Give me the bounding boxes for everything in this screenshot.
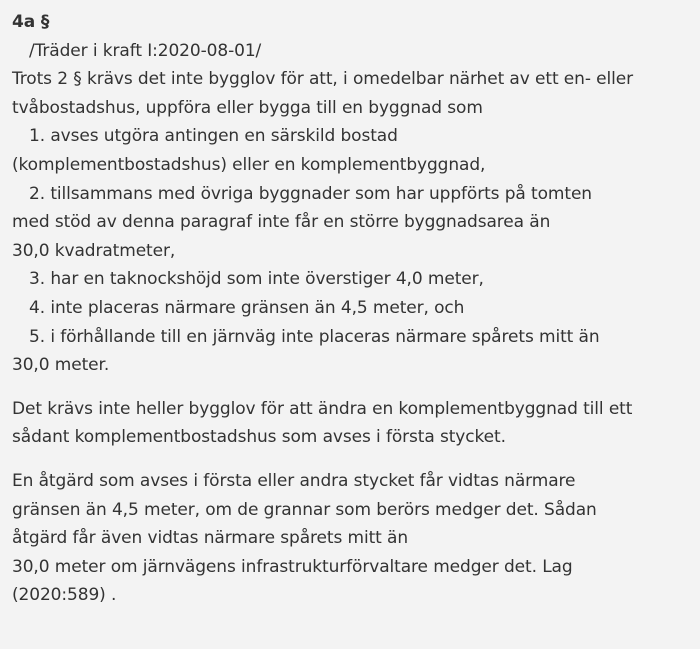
paragraph-1 bbox=[12, 65, 688, 122]
list-item-text: 30,0 kvadratmeter, bbox=[12, 240, 176, 261]
list-item-text: (komplementbostadshus) eller en komplementbyggnad, bbox=[12, 154, 486, 175]
paragraph-line: sådant komplementbostadshus som avses i första stycket. bbox=[12, 427, 506, 448]
paragraph-line: Det krävs inte heller bygglov för att ändra en komplementbyggnad till ett bbox=[12, 398, 633, 419]
list-item-text: 1. avses utgöra antingen en särskild bostad bbox=[29, 126, 398, 147]
paragraph-2 bbox=[12, 395, 688, 452]
list-item-4 bbox=[12, 294, 688, 323]
paragraph-line: gränsen än 4,5 meter, om de grannar som berörs medger det. Sådan bbox=[12, 499, 597, 520]
list-item-text: 30,0 meter. bbox=[12, 355, 110, 376]
paragraph-line: åtgärd får även vidtas närmare spårets mitt än bbox=[12, 528, 409, 549]
paragraph-3 bbox=[12, 467, 688, 610]
paragraph-line: Trots 2 § krävs det inte bygglov för att, i omedelbar närhet av ett en- eller bbox=[12, 69, 634, 90]
list-item-text: med stöd av denna paragraf inte får en större byggnadsarea än bbox=[12, 212, 551, 233]
numbered-list bbox=[12, 122, 688, 379]
list-item-3 bbox=[12, 265, 688, 294]
paragraph-spacer bbox=[12, 452, 688, 467]
effective-date-note: /Träder i kraft I:2020-08-01/ bbox=[29, 40, 262, 61]
list-item-2 bbox=[12, 180, 688, 266]
paragraph-line: tvåbostadshus, uppföra eller bygga till en byggnad som bbox=[12, 97, 483, 118]
list-item-text: 2. tillsammans med övriga byggnader som har uppförts på tomten bbox=[29, 183, 592, 204]
paragraph-line: (2020:589) . bbox=[12, 585, 117, 606]
list-item-text: 3. har en taknockshöjd som inte överstiger 4,0 meter, bbox=[29, 269, 484, 290]
list-item-5 bbox=[12, 323, 688, 380]
section-heading: 4a § bbox=[12, 12, 50, 32]
list-item-1 bbox=[12, 122, 688, 179]
paragraph-line: En åtgärd som avses i första eller andra stycket får vidtas närmare bbox=[12, 470, 576, 491]
list-item-text: 4. inte placeras närmare gränsen än 4,5 meter, och bbox=[29, 297, 465, 318]
paragraph-line: 30,0 meter om järnvägens infrastrukturförvaltare medger det. Lag bbox=[12, 556, 573, 577]
paragraph-spacer bbox=[12, 380, 688, 395]
list-item-text: 5. i förhållande till en järnväg inte placeras närmare spårets mitt än bbox=[29, 326, 600, 347]
